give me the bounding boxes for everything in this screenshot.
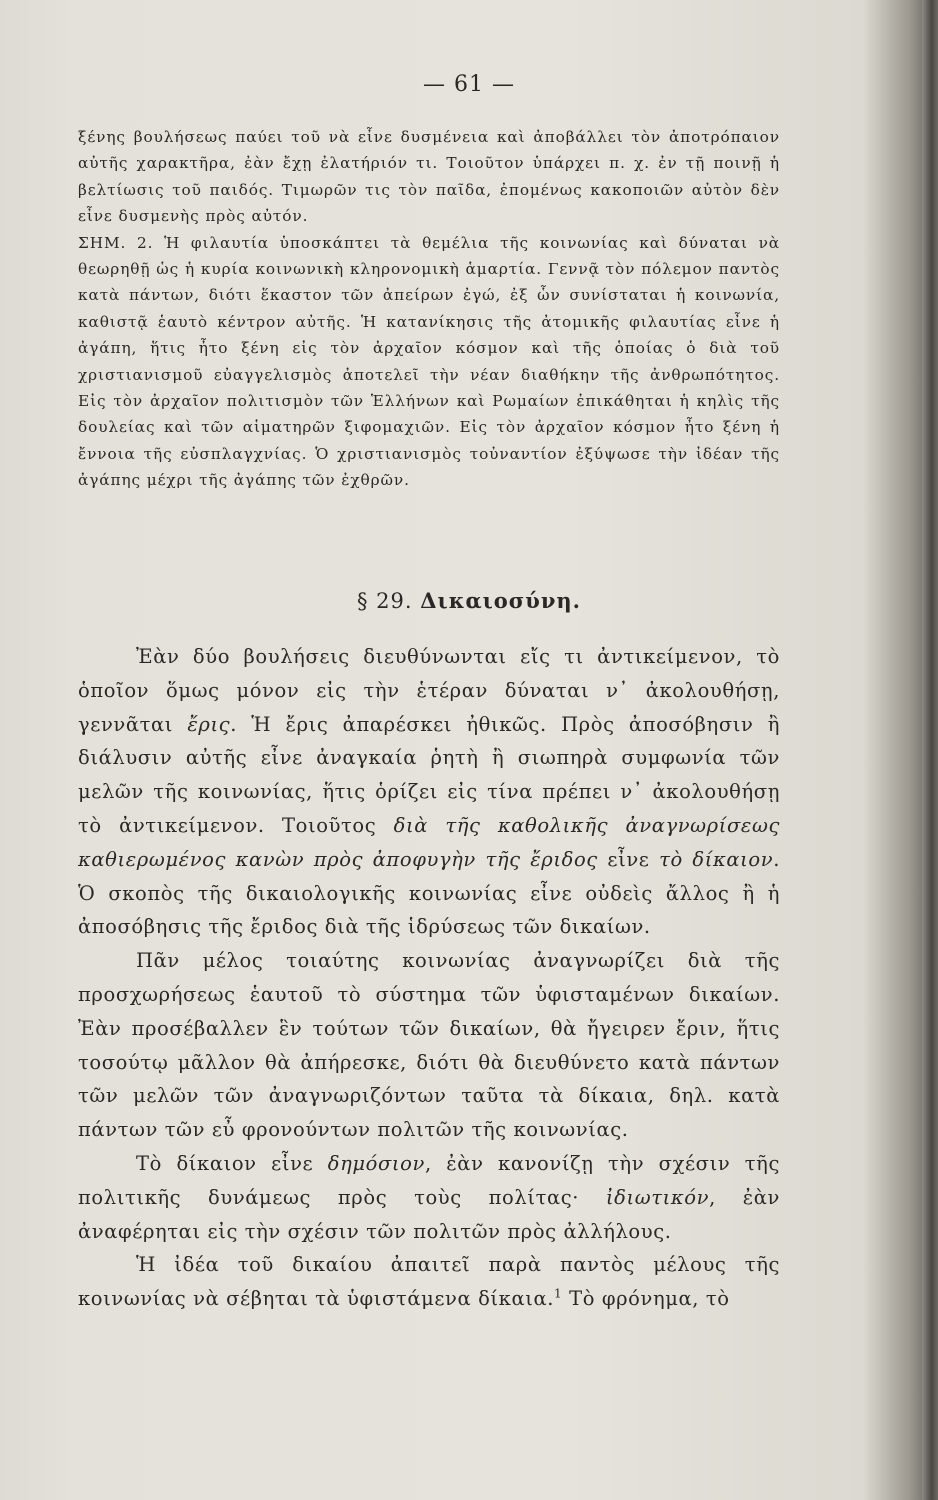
section-title: Δικαιοσύνη. [420,588,581,613]
body-paragraph-1: Ἐὰν δύο βουλήσεις διευθύνωνται εἴς τι ἀντικείμενον, τὸ ὁποῖον ὅμως μόνον εἰς τὴν ἑτέραν δύναται ν᾽ ἀκολουθήσῃ, γεννᾶται ἔρις. Ἡ ἔρις ἀπαρέσκει ἠθικῶς. Πρὸς ἀποσόβησιν ἢ διάλυσιν αὐτῆς εἶνε ἀναγκαία ῥητὴ ἢ σιωπηρὰ συμφωνία τῶν μελῶν τῆς κοινωνίας, ἥτις ὁρίζει εἰς τίνα πρέπει ν᾽ ἀκολουθήσῃ τὸ ἀντικείμενον. Τοιοῦτος διὰ τῆς καθολικῆς ἀναγνωρίσεως καθιερωμένος κανὼν πρὸς ἀποφυγὴν τῆς ἔριδος εἶνε τὸ δίκαιον. Ὁ σκοπὸς τῆς δικαιολογικῆς κοινωνίας εἶνε οὐδεὶς ἄλλος ἢ ἡ ἀποσόβησις τῆς ἔριδος διὰ τῆς ἱδρύσεως τῶν δικαίων. [78,645,780,939]
body-paragraph-2: Πᾶν μέλος τοιαύτης κοινωνίας ἀναγνωρίζει διὰ τῆς προσχωρήσεως ἑαυτοῦ τὸ σύστημα τῶν ὑφισταμένων δικαίων. Ἐὰν προσέβαλλεν ἓν τούτων τῶν δικαίων, θὰ ἤγειρεν ἔριν, ἥτις τοσούτῳ μᾶλλον θὰ ἀπήρεσκε, διότι θὰ διευθύνετο κατὰ πάντων τῶν μελῶν τῶν ἀναγνωριζόντων ταῦτα τὰ δίκαια, δηλ. κατὰ πάντων τῶν εὖ φρονούντων πολιτῶν τῆς κοινωνίας. [78,949,780,1142]
page-number: — 61 — [423,72,515,97]
main-text [78,640,780,1316]
body-paragraph-4: Ἡ ἰδέα τοῦ δικαίου ἀπαιτεῖ παρὰ παντὸς μέλους τῆς κοινωνίας νὰ σέβηται τὰ ὑφιστάμενα δίκαια.$^1$ Τὸ φρόνημα, τὸ [78,1253,780,1311]
note-paragraph-2: ΣΗΜ. 2. Ἡ φιλαυτία ὑποσκάπτει τὰ θεμέλια τῆς κοινωνίας καὶ δύναται νὰ θεωρηθῇ ὡς ἡ κυρία κοινωνικὴ κληρονομικὴ ἁμαρτία. Γεννᾷ τὸν πόλεμον παντὸς κατὰ πάντων, διότι ἕκαστον τῶν ἀπείρων ἐγώ, ἐξ ὧν συνίσταται ἡ κοινωνία, καθιστᾷ ἑαυτὸ κέντρον αὐτῆς. Ἡ κατανίκησις τῆς ἀτομικῆς φιλαυτίας εἶνε ἡ ἀγάπη, ἥτις ἦτο ξένη εἰς τὸν ἀρχαῖον κόσμον καὶ τῆς ὁποίας ὁ διὰ τοῦ χριστιανισμοῦ εὐαγγελισμὸς ἀποτελεῖ τὴν νέαν διαθήκην τῆς ἀνθρωπότητος. Εἰς τὸν ἀρχαῖον πολιτισμὸν τῶν Ἑλλήνων καὶ Ρωμαίων ἐπικάθηται ἡ κηλὶς τῆς δουλείας καὶ τῶν αἱματηρῶν ξιφομαχιῶν. Εἰς τὸν ἀρχαῖον κόσμον ἦτο ξένη ἡ ἔννοια τῆς εὐσπλαγχνίας. Ὁ χριστιανισμὸς τοὐναντίον ἐξύψωσε τὴν ἰδέαν τῆς ἀγάπης μέχρι τῆς ἀγάπης τῶν ἐχθρῶν. [78,233,780,490]
footnote-block [78,124,780,494]
body-paragraph-3: Τὸ δίκαιον εἶνε δημόσιον, ἐὰν κανονίζῃ τὴν σχέσιν τῆς πολιτικῆς δυνάμεως πρὸς τοὺς πολίτας· ἰδιωτικόν, ἐὰν ἀναφέρηται εἰς τὴν σχέσιν τῶν πολιτῶν πρὸς ἀλλήλους. [78,1151,780,1243]
footnote-marker: 1 [554,1286,563,1301]
page-edge-shadow [922,0,938,1500]
section-number: § 29. [357,589,413,613]
section-heading [0,588,938,613]
note-paragraph-1: ξένης βουλήσεως παύει τοῦ νὰ εἶνε δυσμένεια καὶ ἀποβάλλει τὸν ἀποτρόπαιον αὐτῆς χαρακτῆρα, ἐὰν ἔχῃ ἐλατήριόν τι. Τοιοῦτον ὑπάρχει π. χ. ἐν τῇ ποινῇ ἡ βελτίωσις τοῦ παιδός. Τιμωρῶν τις τὸν παῖδα, ἐπομένως κακοποιῶν αὐτὸν δὲν εἶνε δυσμενὴς πρὸς αὐτόν. [78,128,780,226]
